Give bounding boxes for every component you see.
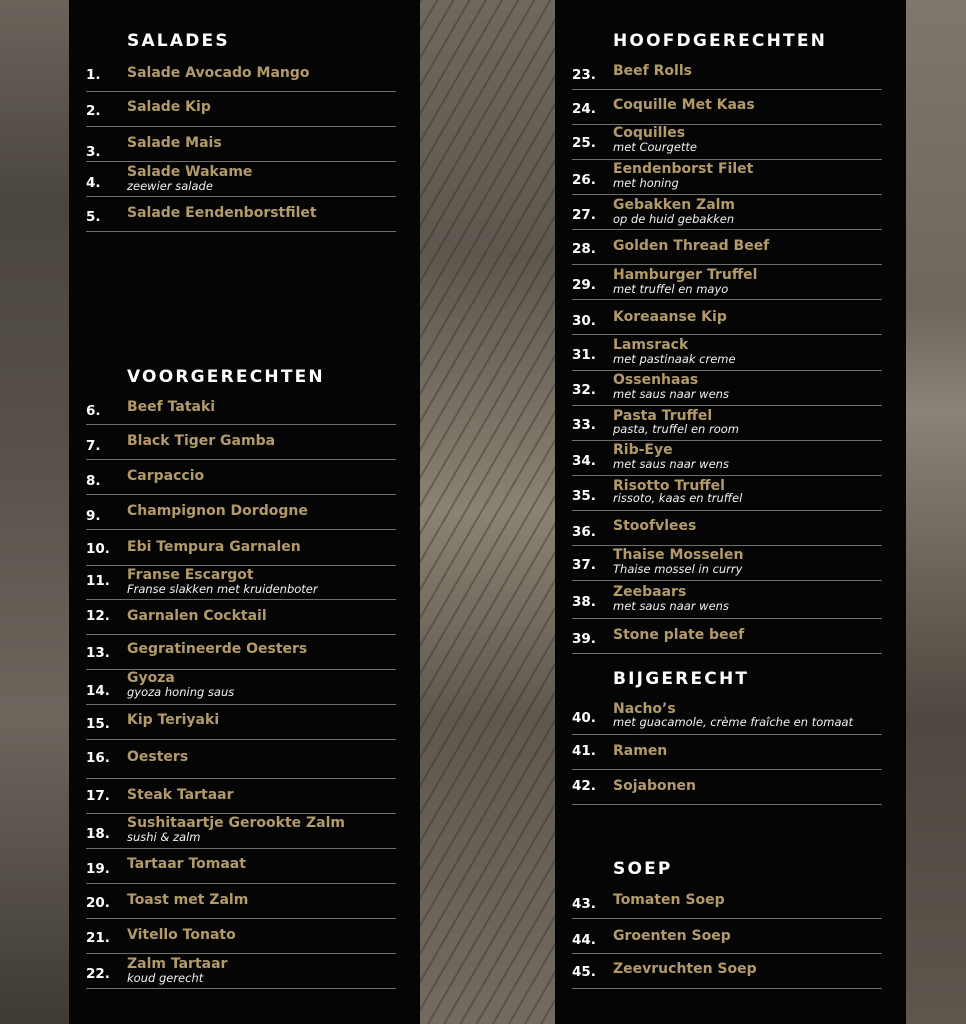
item-number: 42. xyxy=(572,778,596,794)
item-description: met saus naar wens xyxy=(613,457,729,471)
item-number: 21. xyxy=(86,930,110,946)
item-description: met saus naar wens xyxy=(613,599,729,613)
menu-item xyxy=(572,406,882,441)
menu-item xyxy=(86,814,396,849)
item-number: 3. xyxy=(86,144,101,160)
menu-item xyxy=(86,705,396,740)
item-description: koud gerecht xyxy=(127,971,204,985)
menu-item xyxy=(572,619,882,654)
item-description: pasta, truffel en room xyxy=(613,422,739,436)
section-title-voorgerechten: VOORGERECHTEN xyxy=(127,367,325,387)
item-name: Salade Kip xyxy=(127,99,211,115)
menu-item xyxy=(572,546,882,581)
item-description: met honing xyxy=(613,176,679,190)
menu-item xyxy=(86,635,396,670)
item-name: Steak Tartaar xyxy=(127,787,234,803)
item-name: Sojabonen xyxy=(613,778,697,794)
item-name: Gebakken Zalm xyxy=(613,197,736,213)
item-number: 8. xyxy=(86,473,101,489)
item-number: 32. xyxy=(572,382,596,398)
background-photo-right xyxy=(906,0,966,1024)
menu-item xyxy=(572,581,882,619)
menu-item xyxy=(572,195,882,230)
item-name: Beef Rolls xyxy=(613,63,692,79)
item-name: Hamburger Truffel xyxy=(613,267,758,283)
item-name: Salade Eendenborstfilet xyxy=(127,205,317,221)
item-name: Koreaanse Kip xyxy=(613,309,727,325)
item-number: 6. xyxy=(86,403,101,419)
item-name: Vitello Tonato xyxy=(127,927,236,943)
item-name: Black Tiger Gamba xyxy=(127,433,276,449)
item-number: 40. xyxy=(572,710,596,726)
item-name: Zeebaars xyxy=(613,584,687,600)
item-number: 44. xyxy=(572,932,596,948)
item-number: 36. xyxy=(572,524,596,540)
item-number: 39. xyxy=(572,631,596,647)
item-description: sushi & zalm xyxy=(127,830,201,844)
item-name: Carpaccio xyxy=(127,468,205,484)
menu-item xyxy=(86,92,396,127)
item-number: 13. xyxy=(86,645,110,661)
item-name: Champignon Dordogne xyxy=(127,503,308,519)
menu-item xyxy=(86,849,396,884)
item-description: met Courgette xyxy=(613,140,697,154)
menu-item xyxy=(572,919,882,954)
item-number: 34. xyxy=(572,453,596,469)
menu-item xyxy=(86,600,396,635)
menu-item xyxy=(572,125,882,160)
section-title-bijgerecht: BIJGERECHT xyxy=(613,669,750,689)
section-title-soep: SOEP xyxy=(613,859,673,879)
menu-panel-left xyxy=(69,0,420,1024)
item-description: op de huid gebakken xyxy=(613,212,735,226)
item-name: Stone plate beef xyxy=(613,627,745,643)
item-name: Beef Tataki xyxy=(127,399,216,415)
item-number: 30. xyxy=(572,313,596,329)
menu-panel-right xyxy=(555,0,906,1024)
item-number: 45. xyxy=(572,964,596,980)
item-name: Groenten Soep xyxy=(613,928,731,944)
item-name: Salade Wakame xyxy=(127,164,253,180)
menu-item xyxy=(572,954,882,989)
item-number: 4. xyxy=(86,175,101,191)
menu-item xyxy=(572,884,882,919)
item-name: Salade Avocado Mango xyxy=(127,65,310,81)
menu-item xyxy=(86,530,396,566)
menu-item xyxy=(86,566,396,600)
item-number: 35. xyxy=(572,488,596,504)
item-number: 9. xyxy=(86,508,101,524)
item-name: Tartaar Tomaat xyxy=(127,856,246,872)
item-name: Tomaten Soep xyxy=(613,892,725,908)
item-name: Franse Escargot xyxy=(127,567,254,583)
item-name: Gyoza xyxy=(127,670,175,686)
item-name: Risotto Truffel xyxy=(613,478,725,494)
item-name: Ebi Tempura Garnalen xyxy=(127,539,301,555)
menu-item xyxy=(86,919,396,954)
menu-item xyxy=(86,127,396,162)
menu-item xyxy=(572,511,882,546)
menu-item xyxy=(572,476,882,511)
item-number: 16. xyxy=(86,750,110,766)
item-description: zeewier salade xyxy=(127,179,213,193)
item-name: Kip Teriyaki xyxy=(127,712,220,728)
item-name: Oesters xyxy=(127,749,189,765)
item-number: 10. xyxy=(86,541,110,557)
menu-item xyxy=(572,335,882,371)
item-name: Thaise Mosselen xyxy=(613,547,744,563)
item-number: 23. xyxy=(572,67,596,83)
menu-item xyxy=(572,770,882,805)
menu-item xyxy=(86,884,396,919)
menu-item xyxy=(572,700,882,735)
item-number: 19. xyxy=(86,861,110,877)
item-description: Thaise mossel in curry xyxy=(613,562,743,576)
menu-item xyxy=(572,441,882,476)
item-name: Coquilles xyxy=(613,125,686,141)
item-name: Pasta Truffel xyxy=(613,408,713,424)
item-number: 37. xyxy=(572,557,596,573)
item-number: 20. xyxy=(86,895,110,911)
item-name: Lamsrack xyxy=(613,337,689,353)
item-name: Zeevruchten Soep xyxy=(613,961,757,977)
item-number: 18. xyxy=(86,826,110,842)
item-number: 5. xyxy=(86,209,101,225)
item-name: Coquille Met Kaas xyxy=(613,97,755,113)
item-number: 43. xyxy=(572,896,596,912)
background-photo-left xyxy=(0,0,69,1024)
item-name: Nacho’s xyxy=(613,701,676,717)
item-number: 24. xyxy=(572,101,596,117)
menu-item xyxy=(572,230,882,265)
item-description: rissoto, kaas en truffel xyxy=(613,491,743,505)
menu-item xyxy=(86,197,396,232)
menu-item xyxy=(572,55,882,90)
item-name: Sushitaartje Gerookte Zalm xyxy=(127,815,345,831)
menu-item xyxy=(86,390,396,425)
item-name: Ossenhaas xyxy=(613,372,699,388)
menu-item xyxy=(86,162,396,197)
item-number: 33. xyxy=(572,417,596,433)
item-name: Gegratineerde Oesters xyxy=(127,641,308,657)
item-name: Garnalen Cocktail xyxy=(127,608,267,624)
item-number: 22. xyxy=(86,966,110,982)
menu-item xyxy=(86,57,396,92)
menu-item xyxy=(86,460,396,495)
item-number: 28. xyxy=(572,241,596,257)
item-name: Golden Thread Beef xyxy=(613,238,770,254)
item-description: met pastinaak creme xyxy=(613,352,736,366)
item-name: Ramen xyxy=(613,743,668,759)
item-name: Eendenborst Filet xyxy=(613,161,754,177)
background-photo-middle xyxy=(420,0,555,1024)
item-description: met truffel en mayo xyxy=(613,282,729,296)
item-name: Stoofvlees xyxy=(613,518,697,534)
section-title-hoofdgerechten: HOOFDGERECHTEN xyxy=(613,31,828,51)
item-name: Rib-Eye xyxy=(613,442,673,458)
item-number: 14. xyxy=(86,683,110,699)
menu-item xyxy=(86,495,396,530)
menu-item xyxy=(86,779,396,814)
item-number: 31. xyxy=(572,347,596,363)
item-number: 38. xyxy=(572,594,596,610)
menu-item xyxy=(86,670,396,705)
item-number: 29. xyxy=(572,277,596,293)
item-name: Zalm Tartaar xyxy=(127,956,228,972)
item-number: 2. xyxy=(86,103,101,119)
item-number: 15. xyxy=(86,716,110,732)
menu-item xyxy=(572,300,882,335)
item-number: 12. xyxy=(86,608,110,624)
item-number: 11. xyxy=(86,573,110,589)
item-number: 1. xyxy=(86,67,101,83)
menu-item xyxy=(572,371,882,406)
menu-item xyxy=(572,265,882,300)
item-description: met guacamole, crème fraîche en tomaat xyxy=(613,715,854,729)
menu-item xyxy=(86,740,396,779)
item-description: Franse slakken met kruidenboter xyxy=(127,582,318,596)
item-description: gyoza honing saus xyxy=(127,685,235,699)
section-title-salades: SALADES xyxy=(127,31,230,51)
item-name: Toast met Zalm xyxy=(127,892,249,908)
item-number: 17. xyxy=(86,788,110,804)
menu-item xyxy=(572,160,882,195)
item-number: 7. xyxy=(86,438,101,454)
menu-item xyxy=(572,735,882,770)
item-description: met saus naar wens xyxy=(613,387,729,401)
item-number: 26. xyxy=(572,172,596,188)
item-number: 27. xyxy=(572,207,596,223)
menu-item xyxy=(86,954,396,989)
item-name: Salade Mais xyxy=(127,135,222,151)
item-number: 25. xyxy=(572,135,596,151)
menu-item xyxy=(86,425,396,460)
menu-item xyxy=(572,90,882,125)
item-number: 41. xyxy=(572,743,596,759)
